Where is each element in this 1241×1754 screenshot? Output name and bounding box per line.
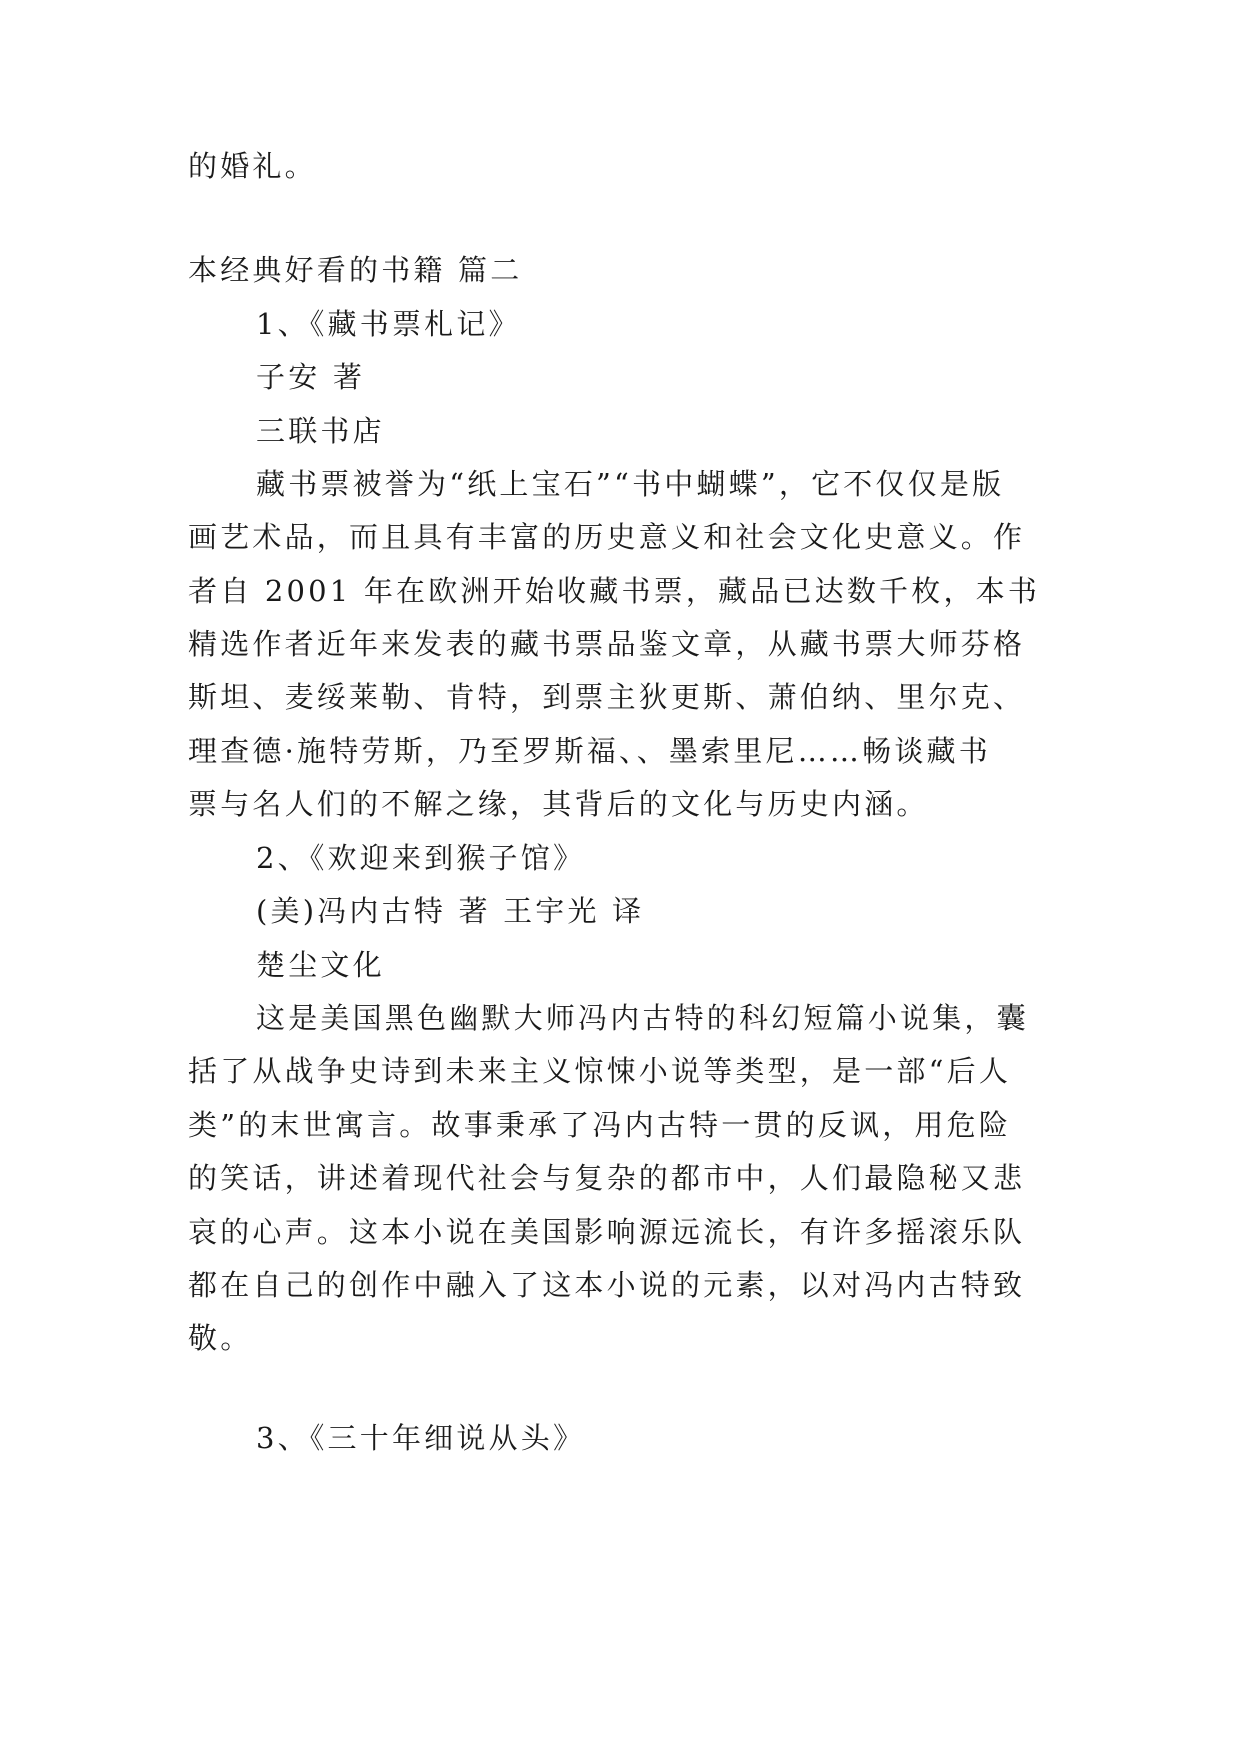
book-2-description-line: 这是美国黑色幽默大师冯内古特的科幻短篇小说集，囊	[256, 1001, 1029, 1035]
book-1-publisher: 三联书店	[256, 414, 385, 448]
book-2-description-line: 的笑话，讲述着现代社会与复杂的都市中，人们最隐秘又悲	[188, 1161, 1026, 1195]
book-1-description-line: 斯坦、麦绥莱勒、肯特，到票主狄更斯、萧伯纳、里尔克、	[188, 680, 1026, 714]
section-title: 本经典好看的书籍 篇二	[188, 253, 523, 287]
book-1-author: 子安 著	[256, 360, 366, 394]
book-2-publisher: 楚尘文化	[256, 948, 385, 982]
book-1-description-line: 票与名人们的不解之缘，其背后的文化与历史内涵。	[188, 787, 929, 821]
book-1-description-line: 画艺术品，而且具有丰富的历史意义和社会文化史意义。作	[188, 520, 1026, 554]
book-2-description-line: 类”的末世寓言。故事秉承了冯内古特一贯的反讽，用危险	[188, 1108, 1012, 1142]
book-1-title: 1、《藏书票札记》	[256, 307, 521, 341]
book-1-description-line: 者自 2001 年在欧洲开始收藏书票，藏品已达数千枚，本书	[188, 574, 1041, 608]
book-2-description-line: 括了从战争史诗到未来主义惊悚小说等类型，是一部“后人	[188, 1054, 1012, 1088]
book-3-title: 3、《三十年细说从头》	[256, 1421, 586, 1455]
book-2-description-line: 都在自己的创作中融入了这本小说的元素，以对冯内古特致	[188, 1268, 1026, 1302]
book-2-description-line: 敬。	[188, 1321, 253, 1355]
continuation-text: 的婚礼。	[188, 149, 317, 183]
book-1-description-line: 藏书票被誉为“纸上宝石”“书中蝴蝶”，它不仅仅是版	[256, 467, 1005, 501]
book-2-title: 2、《欢迎来到猴子馆》	[256, 841, 586, 875]
book-2-author: (美)冯内古特 著 王宇光 译	[256, 894, 645, 928]
book-2-description-line: 哀的心声。这本小说在美国影响源远流长，有许多摇滚乐队	[188, 1215, 1026, 1249]
book-1-description-line: 理查德·施特劳斯，乃至罗斯福、、墨索里尼……畅谈藏书	[188, 734, 991, 768]
book-1-description-line: 精选作者近年来发表的藏书票品鉴文章，从藏书票大师芬格	[188, 627, 1026, 661]
